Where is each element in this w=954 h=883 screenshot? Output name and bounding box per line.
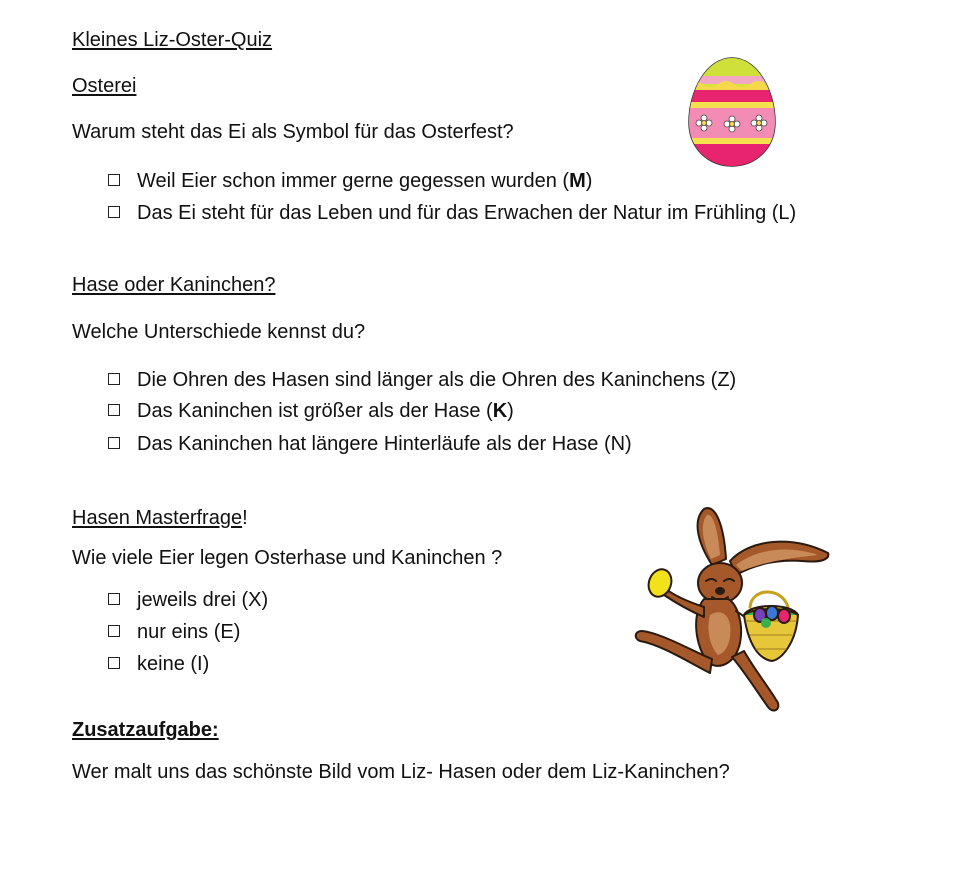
checkbox[interactable] (108, 373, 120, 385)
question-2: Welche Unterschiede kennst du? (72, 321, 366, 343)
section-heading-osterei: Osterei (72, 75, 137, 97)
extra-text: Wer malt uns das schönste Bild vom Liz- Hasen oder dem Liz-Kaninchen? (72, 761, 730, 783)
option-label: Das Kaninchen hat längere Hinterläufe als der Hase (N) (137, 433, 632, 455)
option-label: Weil Eier schon immer gerne gegessen wurden (M) (137, 170, 593, 192)
option-label: Die Ohren des Hasen sind länger als die Ohren des Kaninchens (Z) (137, 369, 737, 391)
question-3: Wie viele Eier legen Osterhase und Kaninchen ? (72, 547, 503, 569)
option-label: keine (I) (137, 653, 210, 675)
extra-heading: Zusatzaufgabe: (72, 719, 219, 741)
checkbox[interactable] (108, 657, 120, 669)
section-heading-hase-oder-kaninchen: Hase oder Kaninchen? (72, 274, 276, 296)
option-label: Das Kaninchen ist größer als der Hase (K) (137, 400, 514, 422)
checkbox[interactable] (108, 437, 120, 449)
option-label: nur eins (E) (137, 621, 241, 643)
checkbox[interactable] (108, 174, 120, 186)
option-label: jeweils drei (X) (137, 589, 269, 611)
section-heading-masterfrage: Hasen Masterfrage! (72, 507, 248, 529)
option-label: Das Ei steht für das Leben und für das Erwachen der Natur im Frühling (L) (137, 202, 797, 224)
checkbox[interactable] (108, 593, 120, 605)
checkbox[interactable] (108, 404, 120, 416)
checkbox[interactable] (108, 206, 120, 218)
easter-egg-image (686, 56, 778, 168)
checkbox[interactable] (108, 625, 120, 637)
page-title: Kleines Liz-Oster-Quiz (72, 29, 273, 51)
question-1: Warum steht das Ei als Symbol für das Osterfest? (72, 121, 514, 143)
easter-bunny-image (632, 503, 834, 717)
